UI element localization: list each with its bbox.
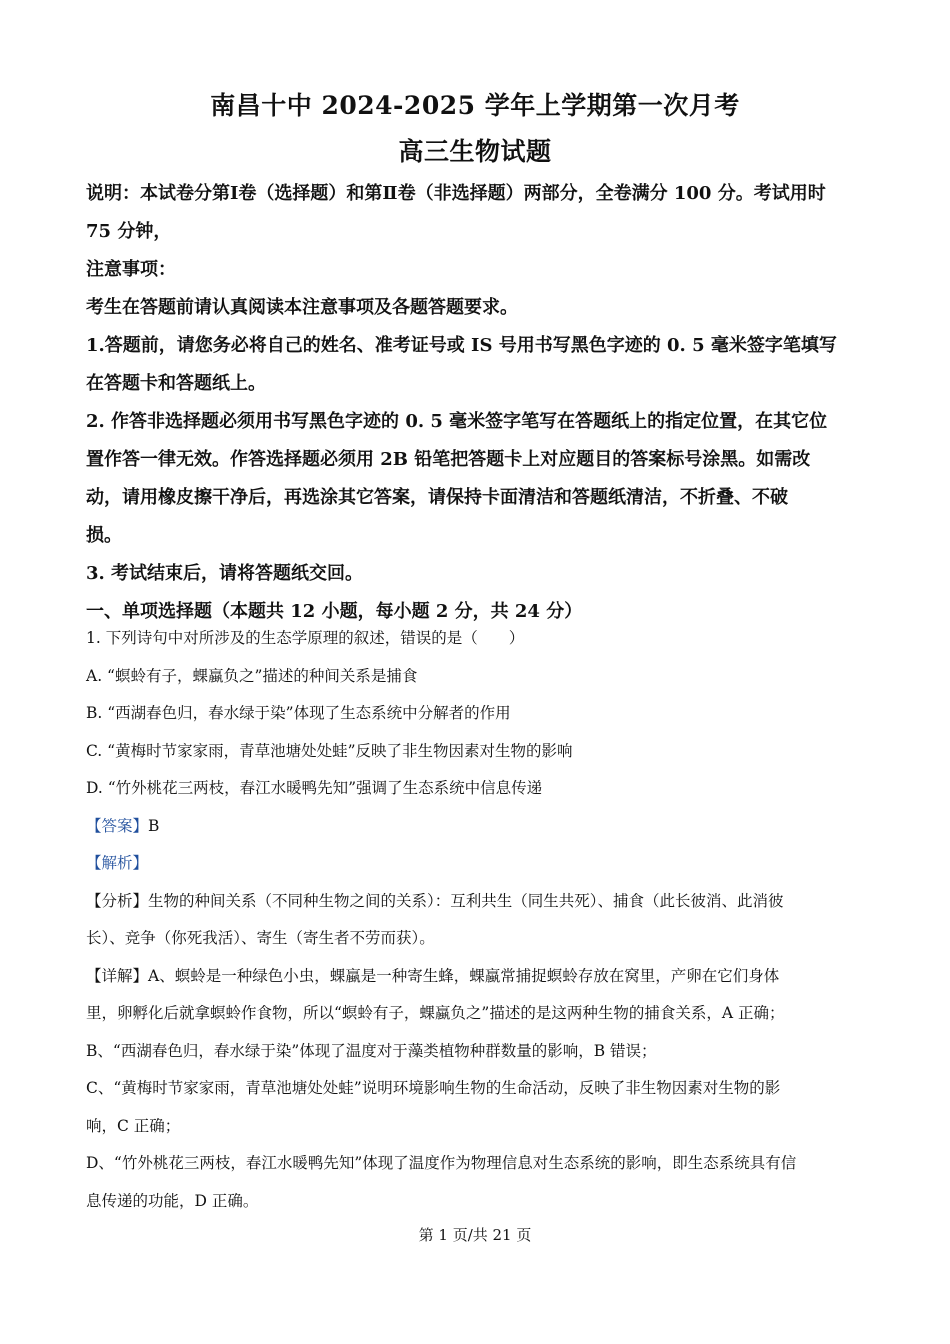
notice-item-1-line-1: 1.答题前，请您务必将自己的姓名、准考证号或 IS 号用书写黑色字迹的 0. 5 毫米签字笔填写 — [86, 335, 837, 356]
notice-item-2-line-2: 置作答一律无效。作答选择题必须用 2B 铅笔把答题卡上对应题目的答案标号涂黑。如需改 — [86, 449, 811, 470]
page-footer: 第 1 页/共 21 页 — [418, 1226, 532, 1244]
notice-item-2-line-3: 动，请用橡皮擦干净后，再选涂其它答案，请保持卡面清洁和答题纸清洁，不折叠、不破 — [86, 487, 788, 508]
notice-intro: 考生在答题前请认真阅读本注意事项及各题答题要求。 — [86, 297, 518, 318]
fenxi-line-2: 长）、竞争（你死我活）、寄生（寄生者不劳而获）。 — [86, 929, 435, 947]
xiangjie-line-3: B、“西湖春色归，春水绿于染”体现了温度对于藻类植物种群数量的影响，B 错误； — [86, 1041, 657, 1060]
xiangjie-line-1 — [86, 958, 866, 996]
question-stem: 1. 下列诗句中对所涉及的生态学原理的叙述，错误的是（ ） — [86, 629, 525, 647]
xiangjie-line-7: 息传递的功能，D 正确。 — [86, 1191, 259, 1210]
analysis-label: 【解析】 — [86, 854, 149, 872]
fenxi-line-1 — [86, 883, 866, 921]
notice-item-2-line-1: 2. 作答非选择题必须用书写黑色字迹的 0. 5 毫米签字笔写在答题纸上的指定位置，在其它位 — [86, 411, 828, 432]
option-b: B. “西湖春色归，春水绿于染”体现了生态系统中分解者的作用 — [86, 704, 511, 722]
notice-title: 注意事项： — [86, 259, 176, 280]
notice-item-2-line-4: 损。 — [86, 525, 122, 546]
xiangjie-line-6: D、“竹外桃花三两枝，春江水暖鸭先知”体现了温度作为物理信息对生态系统的影响，即生态系统具有信 — [86, 1154, 797, 1172]
instructions-block — [86, 175, 866, 631]
exam-title: 南昌十中 2024-2025 学年上学期第一次月考 — [210, 91, 740, 120]
xiangjie-line-4: C、“黄梅时节家家雨，青草池塘处处蛙”说明环境影响生物的生命活动，反映了非生物因素对生物的影 — [86, 1079, 781, 1097]
xiangjie-line-2: 里，卵孵化后就拿螟蛉作食物，所以“螟蛉有子，蜾蠃负之”描述的是这两种生物的捕食关系，A 正确； — [86, 1004, 785, 1022]
question-1 — [86, 620, 866, 1220]
explanation-line-1: 说明：本试卷分第Ⅰ卷（选择题）和第Ⅱ卷（非选择题）两部分，全卷满分 100 分。考试用时 — [86, 183, 826, 204]
explanation-line-2: 75 分钟， — [86, 221, 172, 242]
xiangjie-line-5: 响，C 正确； — [86, 1116, 181, 1135]
fenxi-text-1: 生物的种间关系（不同种生物之间的关系）：互利共生（同生共死）、捕食（此长彼消、此消彼 — [148, 891, 784, 910]
answer-label: 【答案】 — [86, 816, 149, 835]
option-c: C. “黄梅时节家家雨，青草池塘处处蛙”反映了非生物因素对生物的影响 — [86, 741, 573, 760]
notice-item-1-line-2: 在答题卡和答题纸上。 — [86, 373, 266, 394]
notice-item-3: 3. 考试结束后，请将答题纸交回。 — [86, 563, 364, 584]
answer-line — [86, 808, 866, 846]
xiangjie-label: 【详解】 — [86, 966, 149, 985]
option-a: A. “螟蛉有子，蜾蠃负之”描述的种间关系是捕食 — [86, 666, 418, 685]
answer-value: B — [148, 816, 160, 835]
section-heading: 一、单项选择题（本题共 12 小题，每小题 2 分，共 24 分） — [86, 601, 583, 622]
exam-subtitle: 高三生物试题 — [398, 137, 552, 166]
fenxi-label: 【分析】 — [86, 891, 149, 910]
option-d: D. “竹外桃花三两枝，春江水暖鸭先知”强调了生态系统中信息传递 — [86, 779, 543, 797]
xiangjie-text-1: A、螟蛉是一种绿色小虫，蜾蠃是一种寄生蜂，蜾蠃常捕捉螟蛉存放在窝里，产卵在它们身体 — [148, 966, 780, 985]
